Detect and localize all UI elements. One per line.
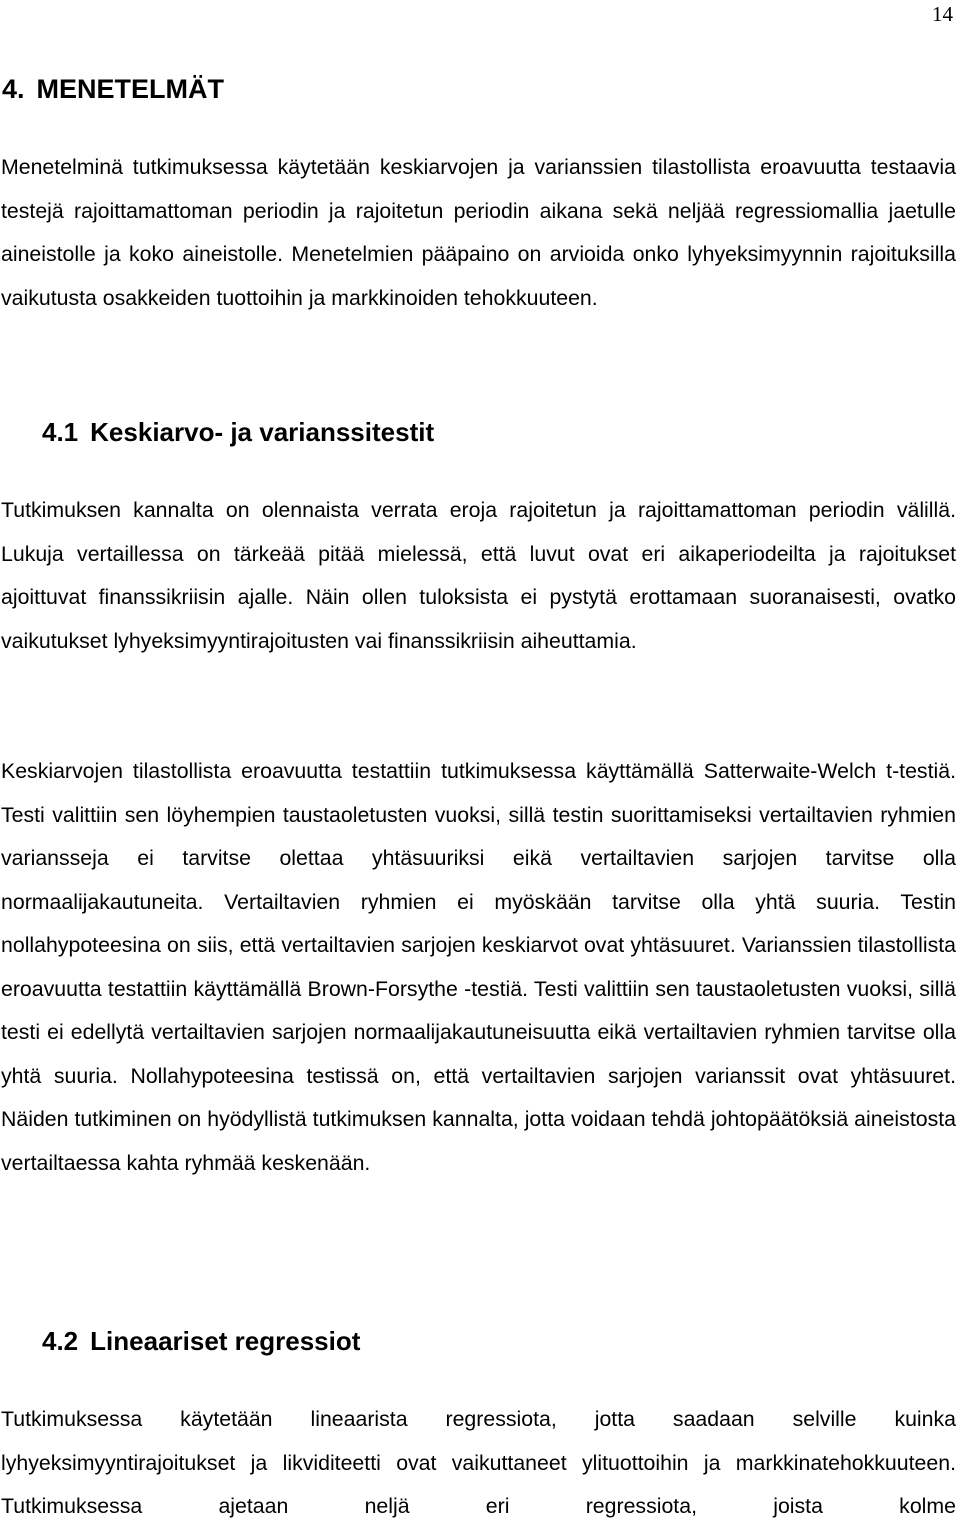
- chapter-number: 4.: [2, 74, 25, 104]
- page-number: 14: [932, 2, 953, 26]
- chapter-title: MENETELMÄT: [36, 74, 225, 104]
- section-heading-4-1: [42, 414, 434, 450]
- intro-paragraph: Menetelminä tutkimuksessa käytetään keskiarvojen ja varianssien tilastollista eroavuutta testaavia testejä rajoittamattoman periodin ja rajoitetun periodin aikana sekä neljää regressiomallia jaetulle aineistolle ja koko aineistolle. Menetelmien pääpaino on arvioida onko lyhyeksimyynnin rajoituksilla vaikutusta osakkeiden tuottoihin ja markkinoiden tehokkuuteen.: [1, 155, 956, 310]
- section-heading-4-2: [42, 1323, 360, 1359]
- section-1-paragraph: Tutkimuksen kannalta on olennaista verrata eroja rajoitetun ja rajoittamattoman periodin välillä. Lukuja vertaillessa on tärkeää pitää mielessä, että luvut ovat eri aikaperiodeilta ja rajoitukset ajoittuvat finanssikriisin ajalle. Näin ollen tuloksista ei pystytä erottamaan suoranaisesti, ovatko vaikutukset lyhyeksimyyntirajoitusten vai finanssikriisin aiheuttamia.: [1, 498, 956, 653]
- section-2-paragraph: Tutkimuksessa käytetään lineaarista regressiota, jotta saadaan selville kuinka lyhyeksimyyntirajoitukset ja likviditeetti ovat vaikuttaneet ylituottoihin ja markkinatehokkuuteen. Tutkimuksessa ajetaan neljä eri regressiota, joista kolme: [1, 1407, 956, 1518]
- section-number: 4.2: [42, 1326, 79, 1356]
- section-title: Lineaariset regressiot: [90, 1326, 361, 1356]
- section-number: 4.1: [42, 417, 79, 447]
- chapter-heading: [2, 71, 224, 107]
- section-1-paragraph: Keskiarvojen tilastollista eroavuutta testattiin tutkimuksessa käyttämällä Satterwaite-Welch t-testiä. Testi valittiin sen löyhempien taustaoletusten vuoksi, sillä testin suorittamiseksi vertailtavien ryhmien variansseja ei tarvitse olettaa yhtäsuuriksi eikä vertailtavien sarjojen tarvitse olla normaalijakautuneita. Vertailtavien ryhmien ei myöskään tarvitse olla yhtä suuria. Testin nollahypoteesina on siis, että vertailtavien sarjojen keskiarvot ovat yhtäsuuret. Varianssien tilastollista eroavuutta testattiin käyttämällä Brown-Forsythe -testiä. Testi valittiin sen taustaoletusten vuoksi, sillä testi ei edellytä vertailtavien sarjojen normaalijakautuneisuutta eikä vertailtavien ryhmien tarvitse olla yhtä suuria. Nollahypoteesina testissä on, että vertailtavien sarjojen varianssit ovat yhtäsuuret. Näiden tutkiminen on hyödyllistä tutkimuksen kannalta, jotta voidaan tehdä johtopäätöksiä aineistosta vertailtaessa kahta ryhmää keskenään.: [1, 759, 956, 1175]
- section-title: Keskiarvo- ja varianssitestit: [90, 417, 435, 447]
